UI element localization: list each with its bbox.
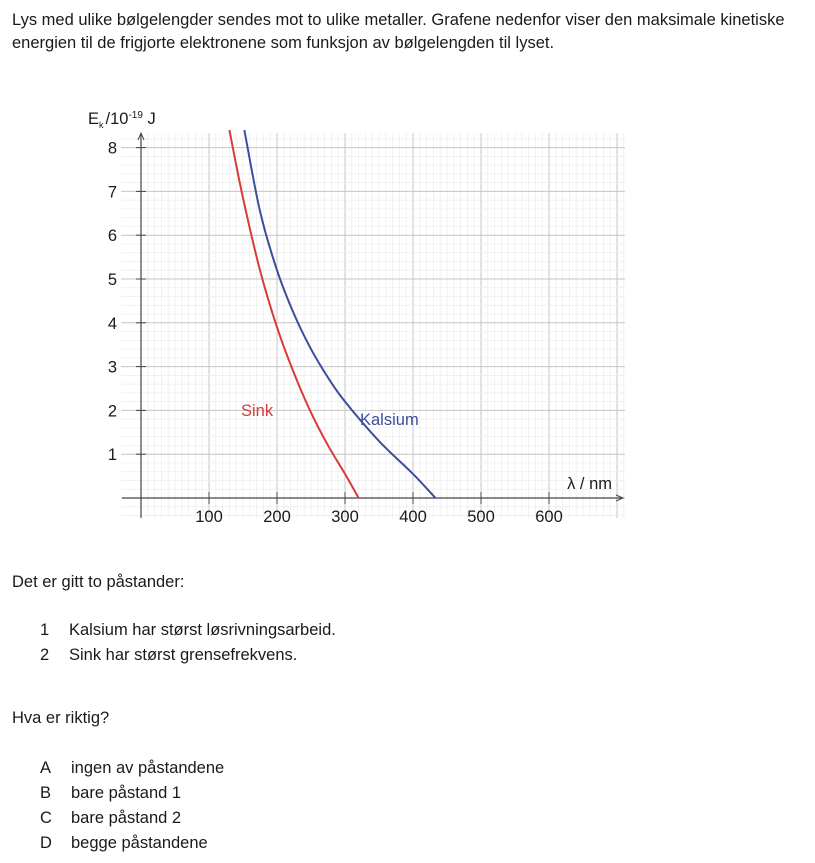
chart-labels — [88, 110, 612, 526]
option-b[interactable]: B bare påstand 1 — [40, 784, 182, 802]
x-tick-label: 500 — [467, 508, 495, 526]
statement-lead: Det er gitt to påstander: — [12, 573, 185, 591]
y-tick-label: 1 — [107, 446, 117, 465]
y-axis-label: $E_k$ $/10^{-19}$ J — [88, 110, 156, 130]
intro-text: Lys med ulike bølgelengder sendes mot to ulike metaller. Grafene nedenfor viser den maksimale kinetiske energien til de frigjorte elektronene som funksjon av bølgelengden til lyset. — [12, 11, 785, 52]
x-tick-label: 200 — [263, 508, 291, 526]
option-c[interactable]: C bare påstand 2 — [40, 809, 182, 827]
y-tick-label: 8 — [107, 139, 117, 158]
statement-item: 2 Sink har størst grensefrekvens. — [40, 645, 298, 664]
x-tick-label: 100 — [195, 508, 223, 526]
x-tick-label: 600 — [535, 508, 563, 526]
option-d[interactable]: D begge påstandene — [40, 834, 208, 852]
chart-ticks — [136, 148, 549, 504]
y-tick-label: 3 — [107, 358, 117, 377]
x-axis-label: λ / nm — [567, 475, 612, 493]
y-tick-label: 2 — [107, 402, 117, 421]
chart — [0, 100, 815, 530]
y-tick-label: 5 — [107, 271, 117, 289]
y-tick-label: 7 — [107, 183, 117, 202]
series-label-sink: Sink — [241, 402, 274, 420]
option-a[interactable]: A ingen av påstandene — [40, 759, 225, 777]
y-tick-label: 4 — [107, 314, 117, 333]
statement-item: 1 Kalsium har størst løsrivningsarbeid. — [40, 621, 336, 639]
question-text: Hva er riktig? — [12, 709, 110, 727]
answer-options — [40, 756, 224, 856]
series-label-kalsium: Kalsium — [360, 411, 419, 429]
chart-grid — [121, 133, 625, 518]
x-tick-label: 300 — [331, 508, 359, 526]
x-tick-label: 400 — [399, 508, 427, 526]
y-tick-label: 6 — [107, 227, 117, 246]
statement-list — [40, 618, 336, 667]
